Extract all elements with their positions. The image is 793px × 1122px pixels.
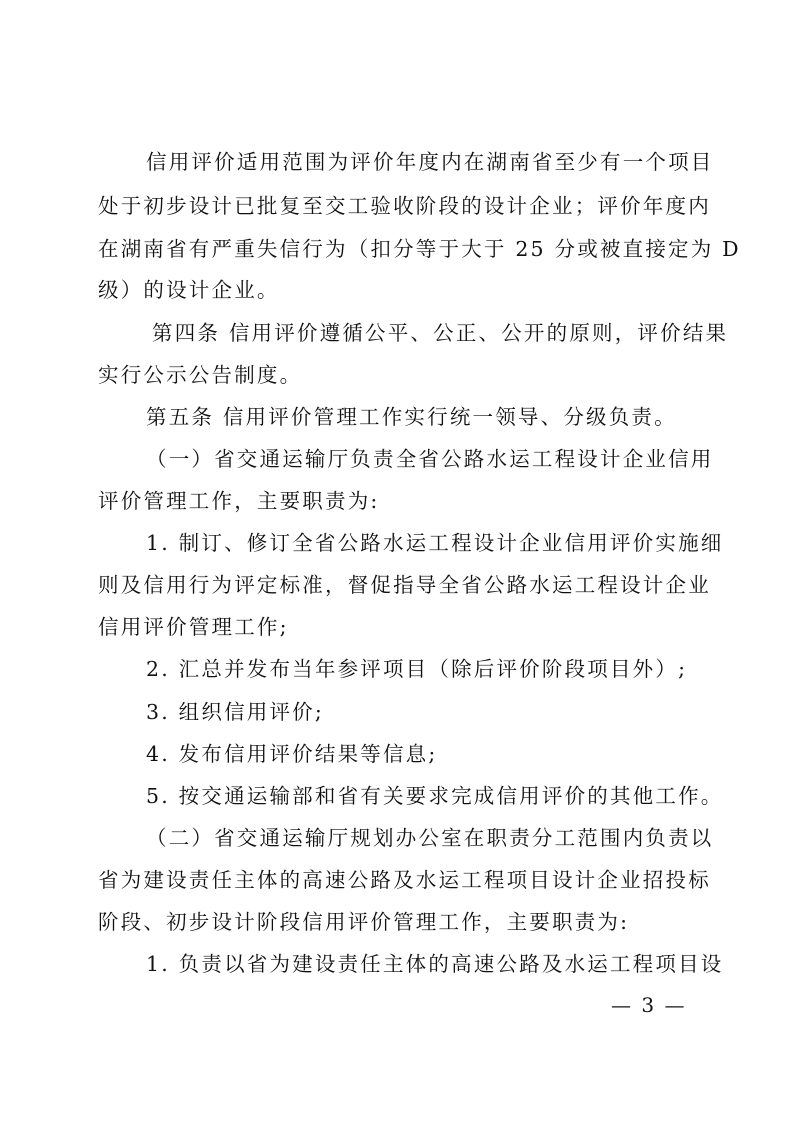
- text-line-4: 级）的设计企业。: [98, 278, 280, 302]
- text-line-14: 3. 组织信用评价;: [146, 700, 324, 724]
- text-line-16: 5. 按交通运输部和省有关要求完成信用评价的其他工作。: [146, 784, 724, 808]
- text-line-10: 1. 制订、修订全省公路水运工程设计企业信用评价实施细: [146, 531, 724, 555]
- text-line-8: （一）省交通运输厅负责全省公路水运工程设计企业信用: [146, 447, 714, 471]
- text-line-1: 信用评价适用范围为评价年度内在湖南省至少有一个项目: [146, 150, 714, 174]
- text-line-17: （二）省交通运输厅规划办公室在职责分工范围内负责以: [146, 826, 714, 850]
- text-line-6: 实行公示公告制度。: [98, 363, 303, 387]
- text-line-18: 省为建设责任主体的高速公路及水运工程项目设计企业招投标: [98, 868, 711, 892]
- text-line-19: 阶段、初步设计阶段信用评价管理工作，主要职责为:: [98, 910, 630, 934]
- text-line-20: 1. 负责以省为建设责任主体的高速公路及水运工程项目设: [146, 952, 724, 976]
- text-line-7: 第五条 信用评价管理工作实行统一领导、分级负责。: [146, 405, 677, 429]
- page-number: — 3 —: [611, 993, 687, 1017]
- text-line-11: 则及信用行为评定标准，督促指导全省公路水运工程设计企业: [98, 573, 711, 597]
- text-line-3: 在湖南省有严重失信行为（扣分等于大于 25 分或被直接定为 D: [98, 237, 741, 261]
- text-line-13: 2. 汇总并发布当年参评项目（除后评价阶段项目外）;: [146, 657, 688, 681]
- text-line-9: 评价管理工作，主要职责为:: [98, 489, 380, 513]
- text-line-5: 第四条 信用评价遵循公平、公正、公开的原则，评价结果: [152, 321, 729, 345]
- text-line-12: 信用评价管理工作;: [98, 615, 289, 639]
- text-line-15: 4. 发布信用评价结果等信息;: [146, 742, 438, 766]
- text-line-2: 处于初步设计已批复至交工验收阶段的设计企业；评价年度内: [98, 194, 711, 218]
